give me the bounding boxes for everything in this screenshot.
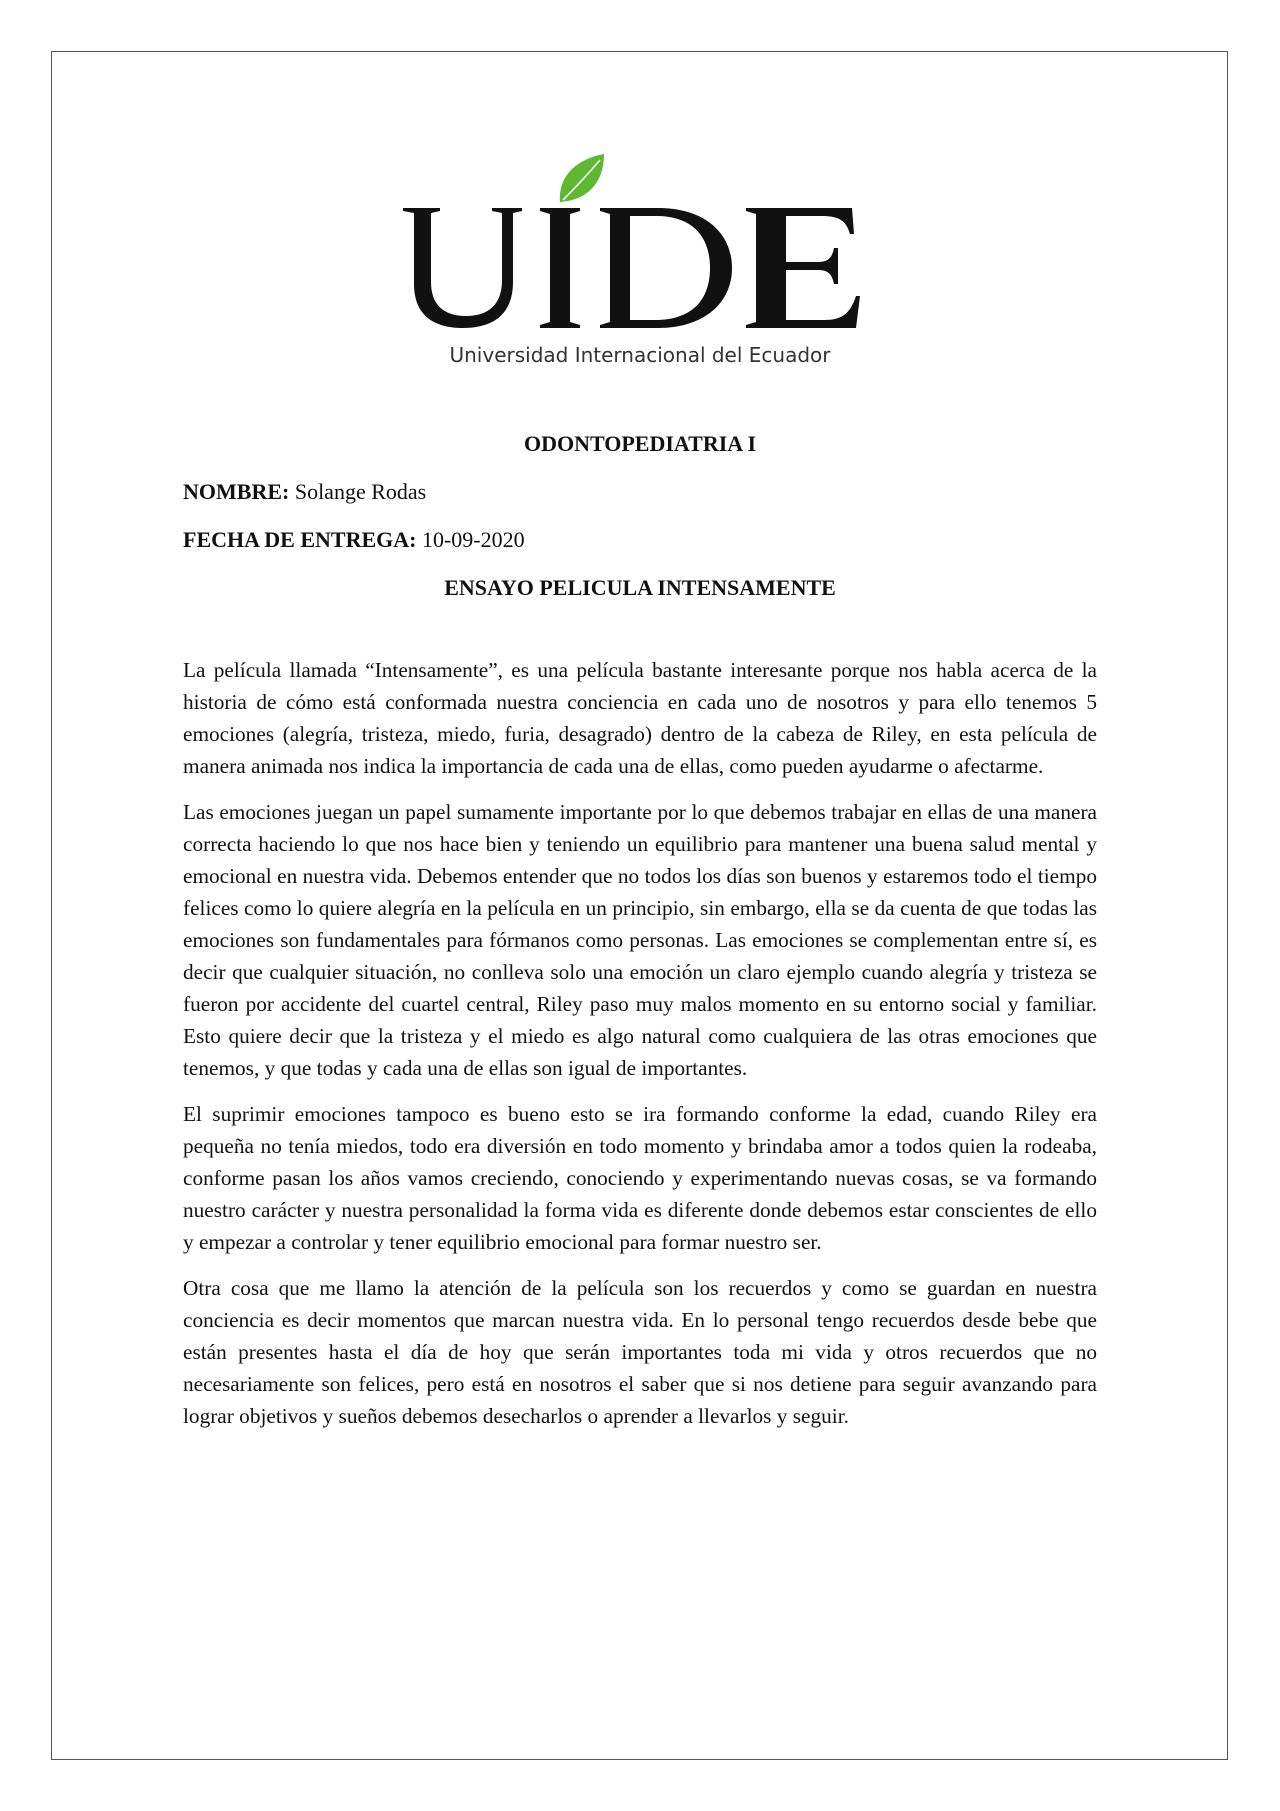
- name-value: Solange Rodas: [289, 479, 427, 504]
- logo-tagline: Universidad Internacional del Ecuador: [449, 343, 831, 367]
- uide-logo: [400, 150, 880, 370]
- uide-logo-graphic: [400, 150, 880, 370]
- essay-title: ENSAYO PELICULA INTENSAMENTE: [444, 575, 836, 600]
- essay-paragraph: Las emociones juegan un papel sumamente importante por lo que debemos trabajar en ellas de una manera correcta haciendo lo que nos hace bien y teniendo un equilibrio para mantener una buena salud mental y emocional en nuestra vida. Debemos entender que no todos los días son buenos y estaremos todo el tiempo felices como lo quiere alegría en la película en un principio, sin embargo, ella se da cuenta de que todas las emociones son fundamentales para fórmanos como personas. Las emociones se complementan entre sí, es decir que cualquier situación, no conlleva solo una emoción un claro ejemplo cuando alegría y tristeza se fueron por accidente del cuartel central, Riley paso muy malos momento en su entorno social y familiar. Esto quiere decir que la tristeza y el miedo es algo natural como cualquiera de las otras emociones que tenemos, y que todas y cada una de ellas son igual de importantes.: [183, 800, 1097, 1080]
- leaf-icon: [560, 154, 604, 202]
- course-title: ODONTOPEDIATRIA I: [523, 431, 757, 456]
- name-label: NOMBRE:: [183, 479, 290, 504]
- essay-paragraph: Otra cosa que me llamo la atención de la película son los recuerdos y como se guardan en nuestra conciencia es decir momentos que marcan nuestra vida. En lo personal tengo recuerdos desde bebe que están presentes hasta el día de hoy que serán importantes toda mi vida y otros recuerdos que no necesariamente son felices, pero está en nosotros el saber que si nos detiene para seguir avanzando para lograr objetivos y sueños debemos desecharlos o aprender a llevarlos y seguir.: [183, 1276, 1097, 1428]
- delivery-date-label: FECHA DE ENTREGA:: [183, 527, 417, 552]
- essay-paragraph: La película llamada “Intensamente”, es una película bastante interesante porque nos habla acerca de la historia de cómo está conformada nuestra conciencia en cada uno de nosotros y para ello tenemos 5 emociones (alegría, tristeza, miedo, furia, desagrado) dentro de la cabeza de Riley, en esta película de manera animada nos indica la importancia de cada una de ellas, como pueden ayudarme o afectarme.: [183, 658, 1097, 778]
- name-field: [183, 478, 1097, 506]
- delivery-date-field: [183, 526, 1097, 554]
- essay-paragraph: El suprimir emociones tampoco es bueno esto se ira formando conforme la edad, cuando Riley era pequeña no tenía miedos, todo era diversión en todo momento y brindaba amor a todos quien la rodeaba, conforme pasan los años vamos creciendo, conociendo y experimentando nuevas cosas, se va formando nuestro carácter y nuestra personalidad la forma vida es diferente donde debemos estar conscientes de ello y empezar a controlar y tener equilibrio emocional para formar nuestro ser.: [183, 1102, 1097, 1254]
- document-content: [183, 430, 1097, 1446]
- delivery-date-value: 10-09-2020: [416, 527, 525, 552]
